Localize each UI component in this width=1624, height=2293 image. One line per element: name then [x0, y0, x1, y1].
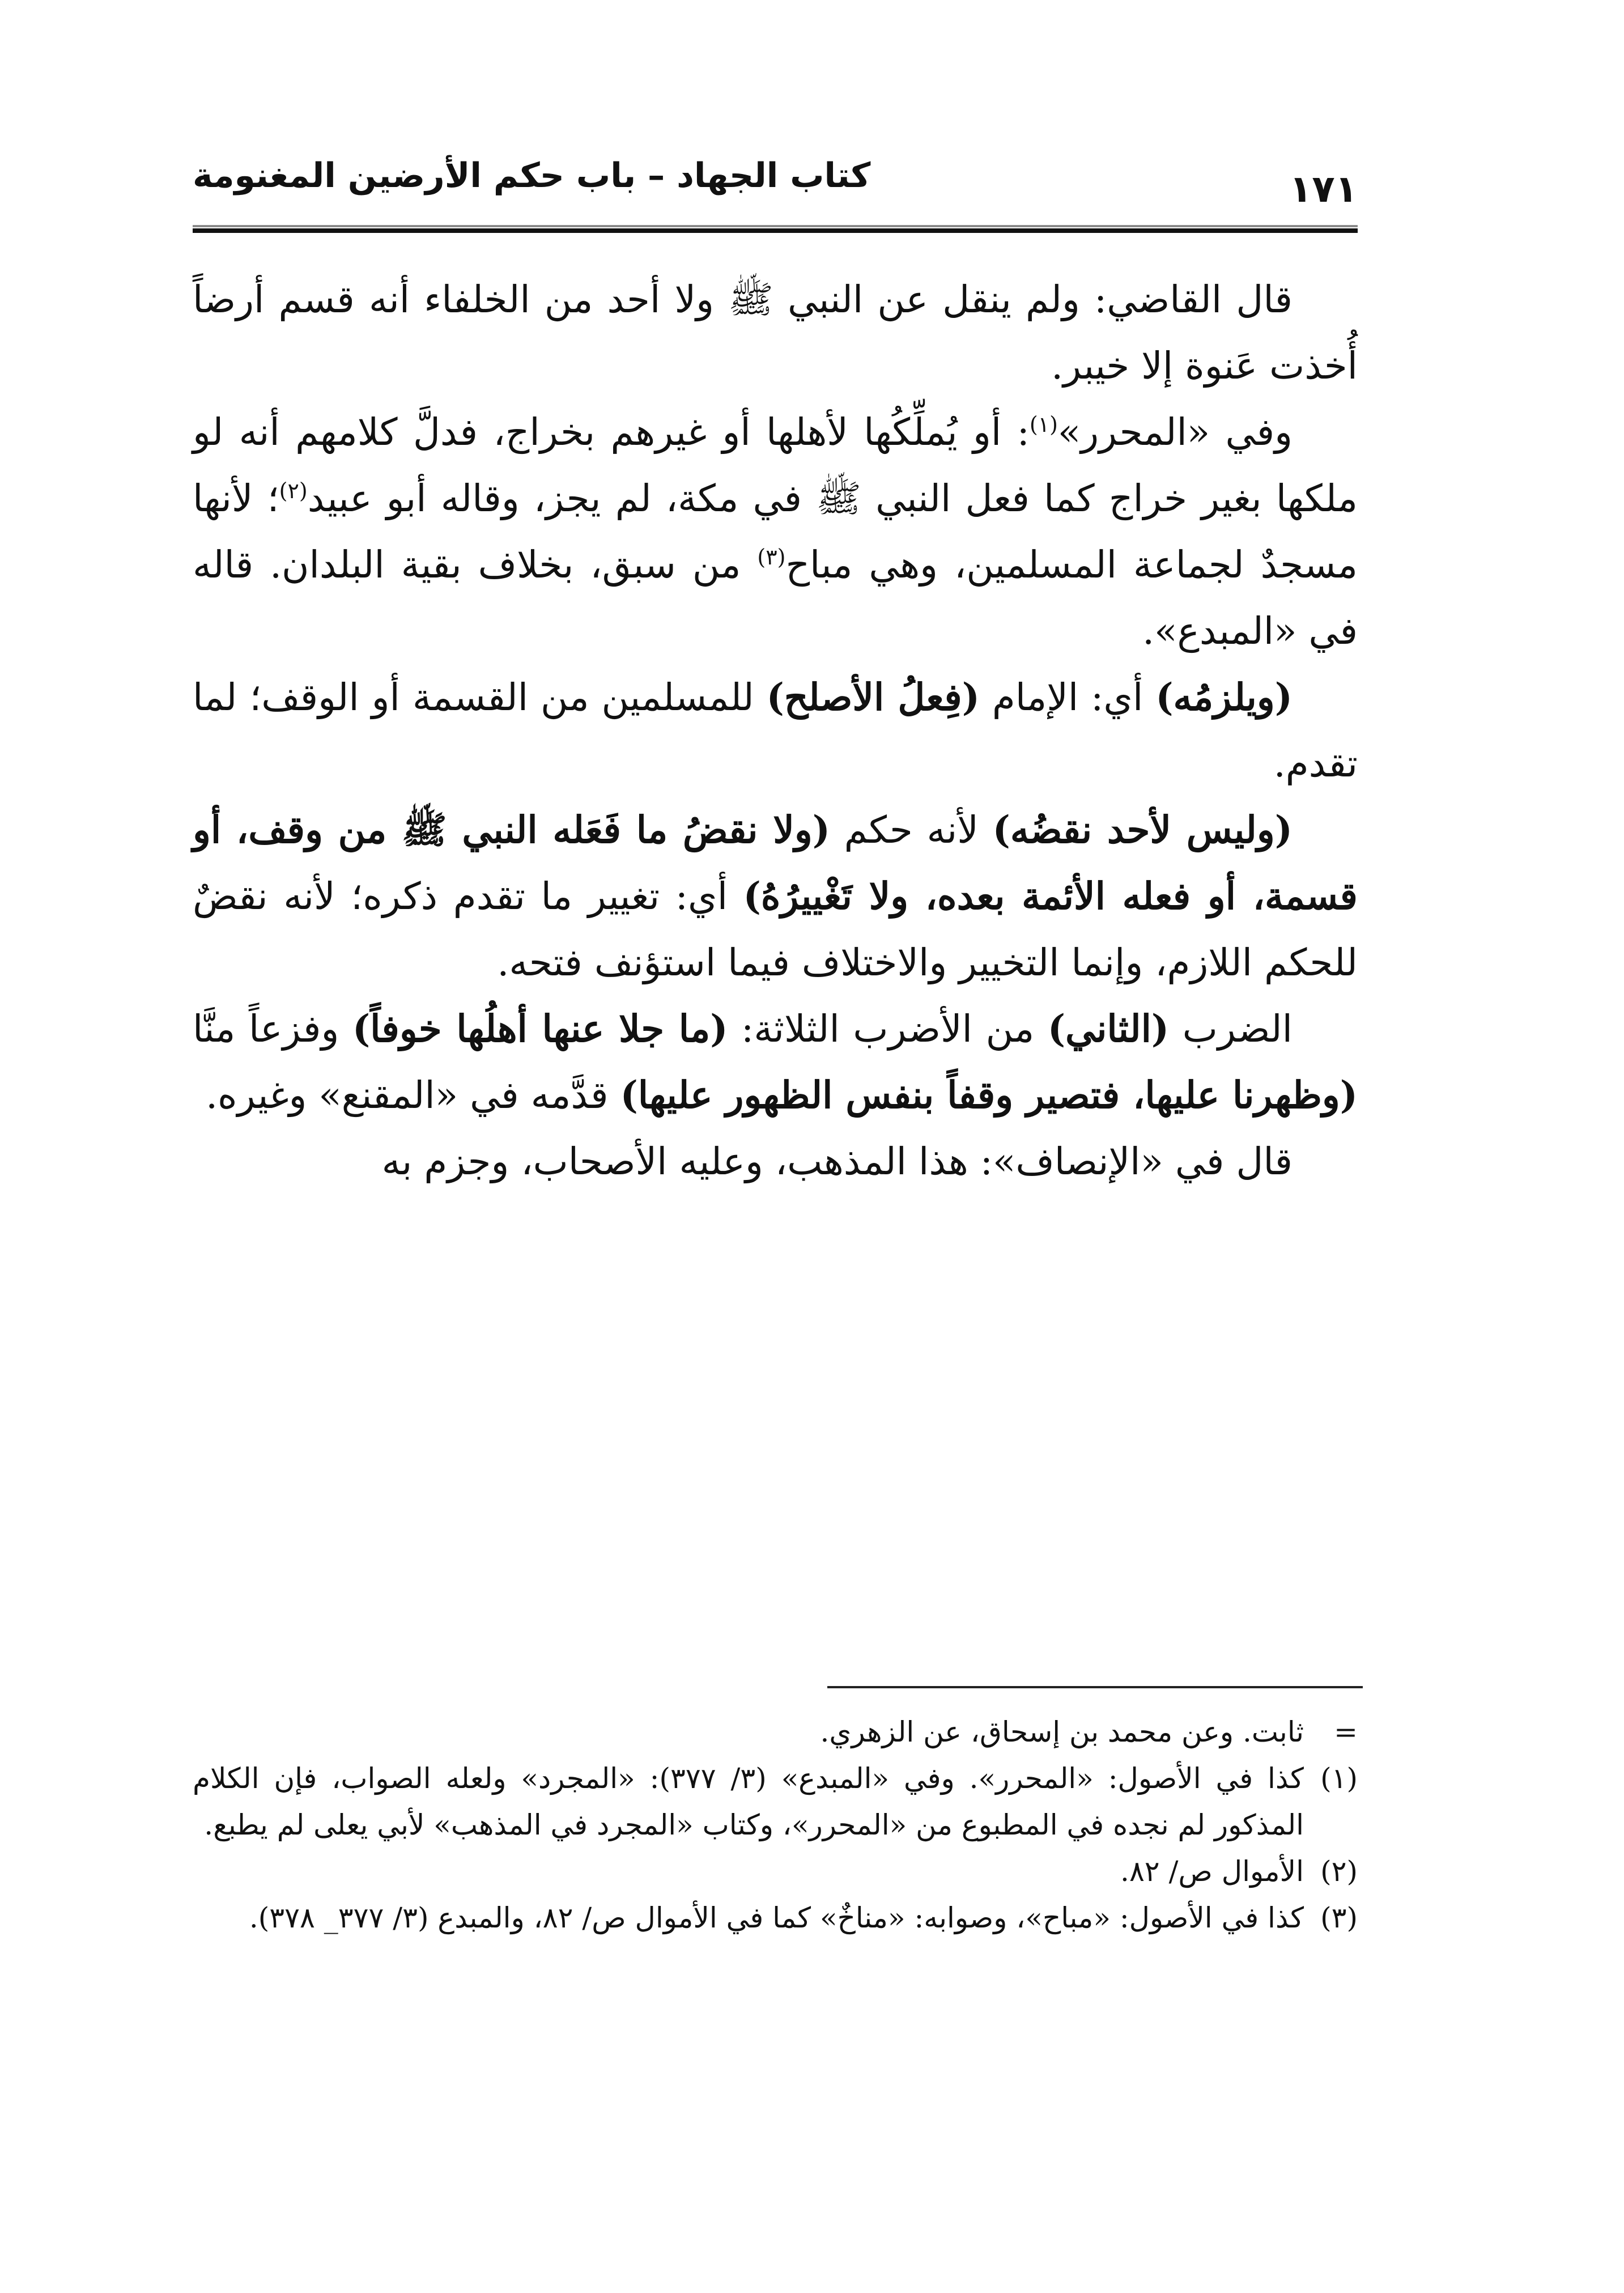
text-run: وفي «المحرر»: [1057, 410, 1293, 454]
text-run: من سبق، بخلاف بقية البلدان. قاله في «المبدع».: [193, 543, 1358, 653]
footnote-text: الأموال ص/ ٨٢.: [1120, 1855, 1304, 1888]
matn-text: (وليس لأحد نقضُه): [992, 808, 1293, 852]
text-run: وفزعاً منَّا: [193, 1007, 352, 1051]
matn-text: (ويلزمُه): [1155, 675, 1293, 719]
paragraph-3: [193, 664, 1358, 797]
main-text: [193, 266, 1358, 1195]
matn-text: (ولا نقضُ ما فَعَله النبي ﷺ من وقف، أو قسمة، أو فعله الأئمة بعده، ولا تَغْييرُهُ): [193, 808, 1358, 918]
footnote-2: [193, 1848, 1358, 1895]
text-run: قدَّمه في «المقنع» وغيره.: [206, 1073, 620, 1117]
text-run: أي: تغيير ما تقدم ذكره؛ لأنه نقضٌ للحكم اللازم، وإنما التخيير والاختلاف فيما استؤنف فتحه.: [193, 874, 1358, 984]
footnote-text: كذا في الأصول: «مباح»، وصوابه: «مناخٌ» كما في الأموال ص/ ٨٢، والمبدع (٣/ ٣٧٧_ ٣٧٨).: [249, 1901, 1304, 1934]
paragraph-6: قال في «الإنصاف»: هذا المذهب، وعليه الأصحاب، وجزم به: [381, 1140, 1293, 1183]
paragraph-2: [193, 399, 1358, 664]
page-header: [193, 150, 1358, 235]
footnote-continuation: [193, 1709, 1358, 1755]
footnote-ref-3[interactable]: (٣): [757, 545, 786, 570]
footnote-ref-2[interactable]: (٢): [279, 478, 308, 503]
text-run: للمسلمين من القسمة أو الوقف؛ لما تقدم.: [193, 676, 1358, 785]
footnote-label: (١): [1320, 1762, 1358, 1795]
footnotes: [193, 1709, 1358, 1941]
text-run: لأنه حكم: [830, 808, 993, 852]
footnote-text: ثابت. وعن محمد بن إسحاق، عن الزهري.: [820, 1715, 1304, 1748]
running-title: كتاب الجهاد – باب حكم الأرضين المغنومة: [193, 156, 871, 196]
text-run: من الأضرب الثلاثة:: [728, 1007, 1048, 1051]
footnote-label: (٢): [1320, 1855, 1358, 1888]
text-run: الضرب: [1169, 1007, 1293, 1051]
footnote-separator: [827, 1686, 1363, 1688]
text-run: : أو يُملِّكُها لأهلها أو غيرهم بخراج، فدلَّ كلامهم أنه لو ملكها بغير خراج كما فعل النبي ﷺ في مكة، لم يجز، وقاله أبو عبيد: [193, 410, 1358, 520]
text-run: أي: الإمام: [979, 676, 1156, 719]
text-run: ؛ لأنها مسجدٌ لجماعة المسلمين، وهي مباح: [193, 477, 1358, 587]
footnote-3: [193, 1895, 1358, 1941]
matn-text: (فِعلُ الأصلح): [766, 675, 980, 719]
matn-text: (ما جلا عنها أهلُها خوفاً): [352, 1007, 728, 1051]
footnote-label: (٣): [1320, 1901, 1358, 1934]
footnote-text: كذا في الأصول: «المحرر». وفي «المبدع» (٣/ ٣٧٧): «المجرد» ولعله الصواب، فإن الكلام المذكور لم نجده في المطبوع من «المحرر»، وكتاب «المجرد في المذهب» لأبي يعلى لم يطبع.: [193, 1762, 1304, 1841]
matn-text: (الثاني): [1047, 1007, 1170, 1051]
footnote-label: =: [1334, 1715, 1358, 1748]
header-rule: [193, 225, 1358, 233]
paragraph-1: قال القاضي: ولم ينقل عن النبي ﷺ ولا أحد من الخلفاء أنه قسم أرضاً أُخذت عَنوة إلا خيبر.: [193, 278, 1358, 388]
footnote-1: [193, 1755, 1358, 1848]
footnote-ref-1[interactable]: (١): [1029, 412, 1058, 437]
page-number: ١٧١: [1289, 167, 1358, 211]
matn-text: (وظهرنا عليها، فتصير وقفاً بنفس الظهور عليها): [620, 1073, 1358, 1117]
paragraph-4: [193, 797, 1358, 996]
paragraph-5: [193, 996, 1358, 1128]
